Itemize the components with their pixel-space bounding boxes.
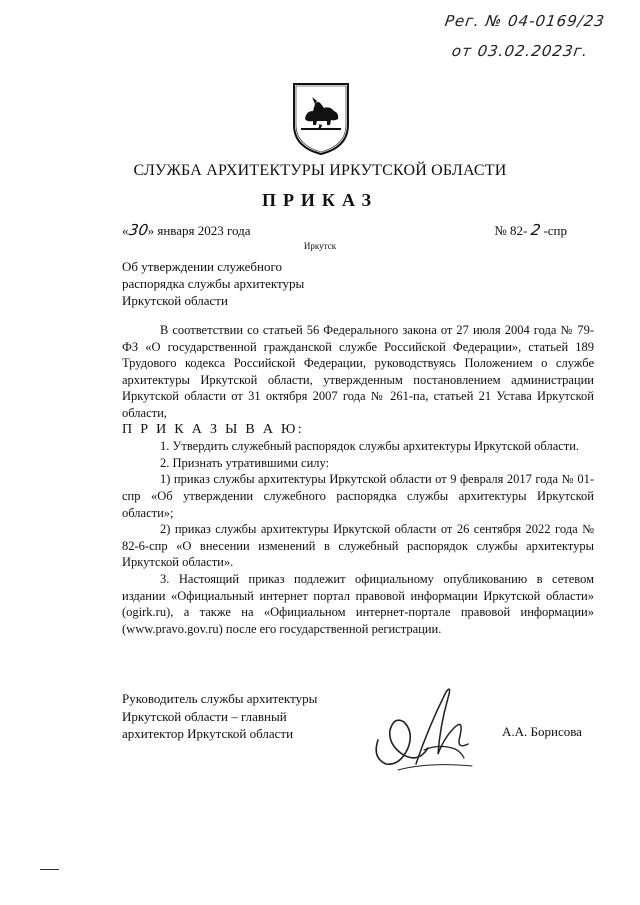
- date-open-quote: «: [122, 223, 129, 238]
- coat-of-arms-icon: [291, 81, 351, 157]
- date-day-handwritten: 30: [127, 221, 149, 239]
- date-rest: » января 2023 года: [147, 223, 251, 238]
- registration-date: от 03.02.2023г.: [450, 42, 590, 60]
- item-1: 1. Утвердить служебный распорядок службы архитектуры Иркутской области.: [160, 439, 580, 454]
- signer-name: А.А. Борисова: [502, 724, 582, 739]
- item-2-2: 2) приказ службы архитектуры Иркутской области от 26 сентября 2022 года № 82-6-спр «О внесении изменений в служебный распорядок службы архитектуры Иркутской области».: [122, 522, 594, 570]
- footer-dash: [40, 869, 59, 870]
- item-2: 2. Признать утратившими силу:: [160, 455, 330, 470]
- agency-name: СЛУЖБА АРХИТЕКТУРЫ ИРКУТСКОЙ ОБЛАСТИ: [133, 162, 507, 179]
- item-2-1: 1) приказ службы архитектуры Иркутской области от 9 февраля 2017 года № 01-спр «Об утверждении служебного распорядка службы архитектуры Иркутской области»;: [122, 472, 594, 520]
- signature-icon: [368, 678, 488, 778]
- number-prefix: № 82-: [494, 223, 528, 238]
- order-word: П Р И К А З Ы В А Ю:: [122, 421, 304, 437]
- number-suffix: -спр: [543, 223, 567, 238]
- order-subject: [122, 258, 382, 309]
- document-title: ПРИКАЗ: [261, 190, 379, 210]
- city: Иркутск: [303, 241, 337, 251]
- registration-number: Рег. № 04-0169/23: [443, 12, 607, 30]
- preamble-paragraph: В соответствии со статьей 56 Федерального закона от 27 июля 2004 года № 79-ФЗ «О государственной гражданской службе Российской Федерации», статьей 189 Трудового кодекса Российской Федерации, руководствуясь Положением о службе архитектуры Иркутской области, утвержденным постановлением администрации Иркутской области от 31 октября 2007 года № 261-па, статьей 21 Устава Иркутской области,: [122, 323, 594, 420]
- subject-line: распорядка службы архитектуры: [122, 276, 305, 291]
- signer-position-line: архитектор Иркутской области: [122, 726, 294, 741]
- order-body: [122, 322, 594, 637]
- item-3: 3. Настоящий приказ подлежит официальному опубликованию в сетевом издании «Официальный интернет портал правовой информации Иркутской области» (ogirk.ru), а также на «Официальном интернет-портале правовой информации» (www.pravo.gov.ru) после его государственной регистрации.: [122, 571, 594, 636]
- signer-position-line: Иркутской области – главный: [122, 708, 287, 724]
- number-handwritten: 2: [529, 221, 542, 239]
- signer-position: [122, 690, 362, 743]
- order-date: [122, 221, 251, 239]
- order-number: [494, 221, 567, 239]
- subject-line: Иркутской области: [122, 293, 228, 308]
- subject-line: Об утверждении служебного: [122, 259, 282, 274]
- signer-position-line: Руководитель службы архитектуры: [122, 691, 318, 706]
